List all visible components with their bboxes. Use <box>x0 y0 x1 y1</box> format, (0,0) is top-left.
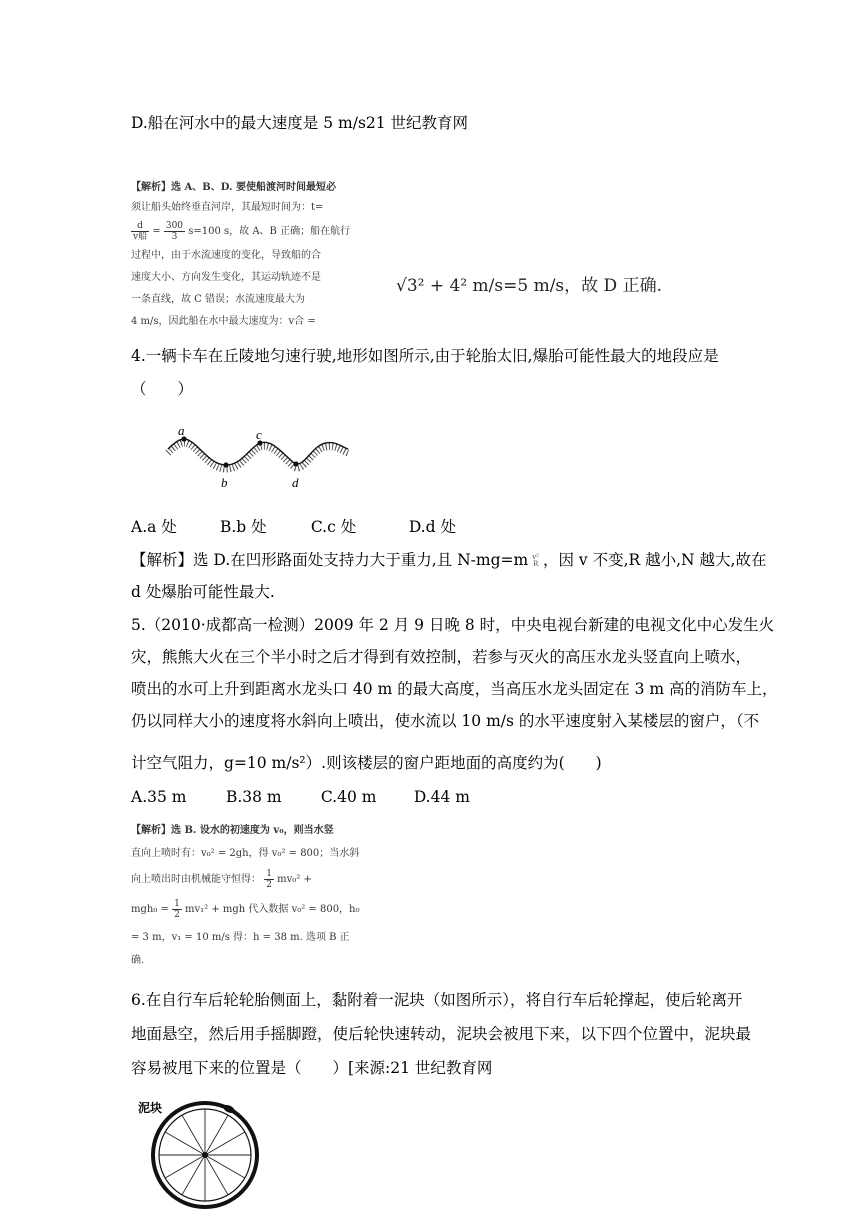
q5-line-3: 喷出的水可上升到距离水龙头口 40 m 的最大高度，当高压水龙头固定在 3 m 高的消防车上， <box>131 680 778 698</box>
q5-option-b: B.38 m <box>225 788 282 806</box>
wheel-figure <box>150 1098 260 1210</box>
q4-option-c: C.c 处 <box>310 518 357 536</box>
point-b <box>223 462 228 467</box>
q3-analysis-line-1: 【解析】选 A、B、D. 要使船渡河时间最短必 <box>131 182 336 193</box>
q6-line-3: 容易被甩下来的位置是（ ）[来源:21 世纪教育网 <box>131 1059 493 1077</box>
mud-label: 泥块 <box>138 1101 163 1115</box>
label-d: d <box>292 475 299 490</box>
q5-analysis-line-5: = 3 m，v₁ = 10 m/s 得：h = 38 m. 选项 B 正 <box>131 932 350 943</box>
q4-analysis-line-2: d 处爆胎可能性最大. <box>131 583 275 601</box>
q5-line-5: 计空气阻力，g=10 m/s²）.则该楼层的窗户距地面的高度约为( ) <box>131 754 602 772</box>
wheel-hub <box>202 1152 208 1158</box>
q5-analysis-line-1: 【解析】选 B. 设水的初速度为 v₀，则当水竖 <box>131 825 334 836</box>
q3-analysis-line-6: 一条直线，故 C 错误；水流速度最大为 <box>131 294 306 305</box>
label-b: b <box>221 475 228 490</box>
q5-analysis-line-6: 确. <box>131 955 145 966</box>
q6-line-1: 6.在自行车后轮轮胎侧面上，黏附着一泥块（如图所示），将自行车后轮撑起，使后轮离开 <box>131 991 743 1009</box>
q4-analysis-line-1: 【解析】选 D.在凹形路面处支持力大于重力,且 N-mg=m v² R ，因 v 不变,R 越小,N 越大,故在 <box>131 551 767 569</box>
q4-option-d: D.d 处 <box>408 518 456 536</box>
q5-analysis-line-4: mgh₀ = $\frac{1}{2}$ mv₁² + mgh 代入数据 v₀² = 800，h₀ <box>131 899 360 920</box>
terrain-hatching <box>168 443 348 469</box>
q4-paren: （ ） <box>131 380 194 398</box>
terrain-figure <box>160 425 360 493</box>
q5-analysis-line-2: 直向上喷时有：v₀² = 2gh，得 v₀² = 800；当水斜 <box>131 848 360 859</box>
q5-fraction-half-1: $\frac{1}{2}$ <box>266 869 272 890</box>
q3-fraction-300-3: $\frac{300}{3}$ <box>165 221 184 242</box>
q3-analysis-line-3: $\frac{d}{\text{v船}}$ = $\frac{300}{3}$ s=100 s，故 A、B 正确；船在航行 <box>133 221 351 242</box>
q4-option-b: B.b 处 <box>219 518 267 536</box>
q5-fraction-half-2: $\frac{1}{2}$ <box>174 899 180 920</box>
label-a: a <box>178 425 185 438</box>
q4-fraction-v2-r: v² R <box>532 553 539 568</box>
q3-analysis-line-5: 速度大小、方向发生变化，其运动轨迹不是 <box>131 272 321 283</box>
q5-option-c: C.40 m <box>320 788 377 806</box>
q3-analysis-line-7: 4 m/s，因此船在水中最大速度为：v合 = <box>131 316 316 327</box>
q5-line-2: 灾，熊熊大火在三个半小时之后才得到有效控制，若参与灭火的高压水龙头竖直向上喷水， <box>131 648 752 666</box>
q3-analysis-line-2: 须让船头始终垂直河岸，其最短时间为：t= <box>131 202 324 213</box>
q3-sqrt-expression: √3² + 4² m/s=5 m/s，故 D 正确. <box>396 276 662 296</box>
q5-option-a: A.35 m <box>131 788 187 806</box>
q3-analysis-line-4: 过程中，由于水流速度的变化，导致船的合 <box>131 250 321 261</box>
q3-option-d: D.船在河水中的最大速度是 5 m/s21 世纪教育网 <box>131 114 469 132</box>
q4-stem: 4.一辆卡车在丘陵地匀速行驶,地形如图所示,由于轮胎太旧,爆胎可能性最大的地段应是 <box>131 347 719 365</box>
point-d <box>293 461 298 466</box>
q5-line-1: 5.（2010·成都高一检测）2009 年 2 月 9 日晚 8 时，中央电视台新建的电视文化中心发生火 <box>131 616 775 634</box>
q3-fraction-d-v: $\frac{d}{\text{v船}}$ <box>133 221 148 242</box>
q5-analysis-line-3: 向上喷出时由机械能守恒得： $\frac{1}{2}$ mv₀² + <box>131 869 312 890</box>
label-c: c <box>256 427 262 442</box>
q4-option-a: A.a 处 <box>131 518 177 536</box>
q6-line-2: 地面悬空，然后用手摇脚蹬，使后轮快速转动，泥块会被甩下来，以下四个位置中，泥块最 <box>131 1025 752 1043</box>
q4-options <box>131 516 456 538</box>
q5-line-4: 仍以同样大小的速度将水斜向上喷出，使水流以 10 m/s 的水平速度射入某楼层的窗户，（不 <box>131 712 760 730</box>
q5-options <box>131 786 470 808</box>
q5-option-d: D.44 m <box>413 788 470 806</box>
